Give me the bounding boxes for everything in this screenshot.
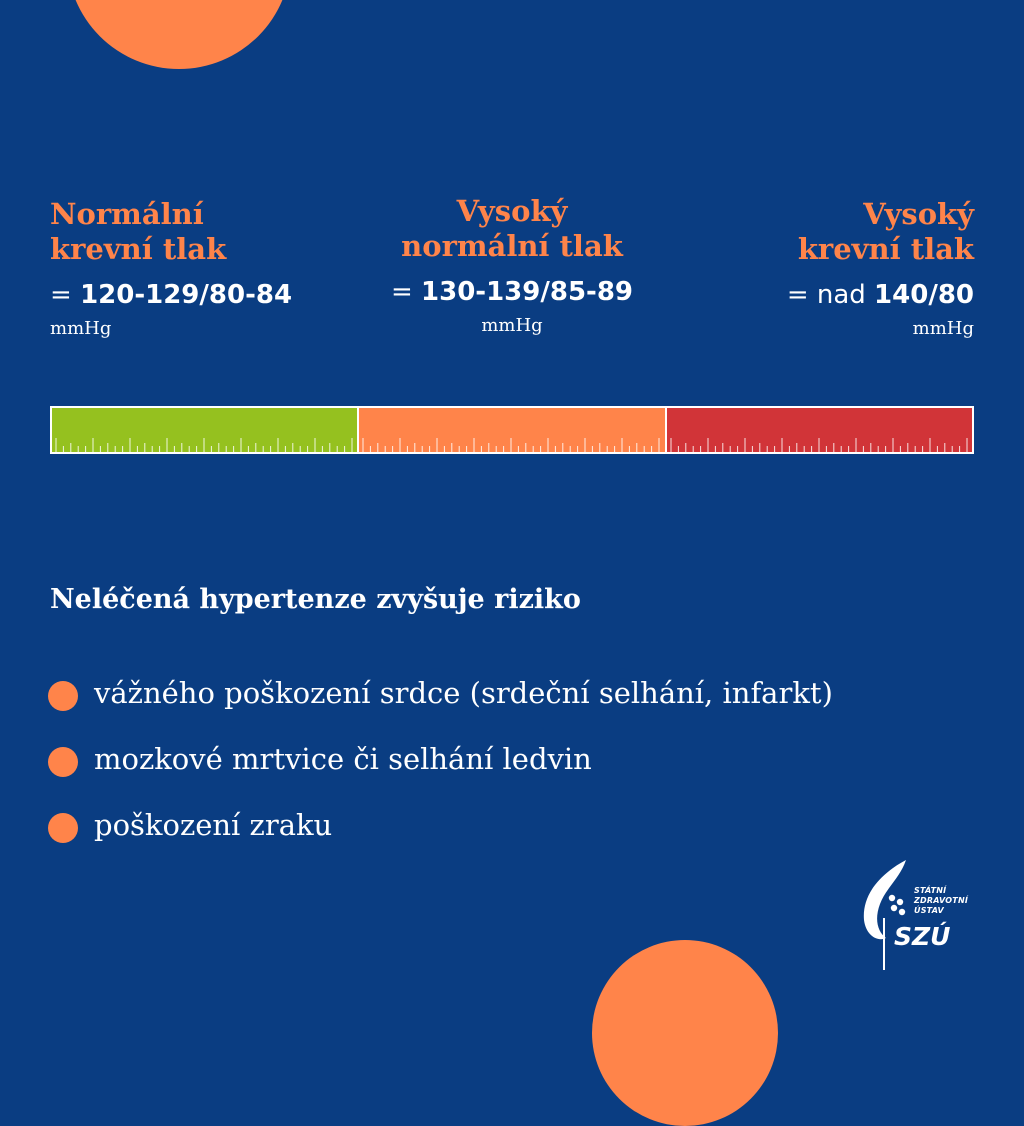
category-title-line: Normální — [50, 197, 204, 231]
logo-subtitle-line: ZDRAVOTNÍ — [914, 896, 969, 905]
risk-heading: Neléčená hypertenze zvyšuje riziko — [50, 584, 581, 615]
category-value — [358, 276, 666, 308]
category-title — [50, 197, 292, 267]
scale-ticks — [359, 436, 664, 452]
category-title-line: normální tlak — [401, 229, 623, 263]
szu-logo — [856, 858, 969, 974]
category-title-line: Vysoký — [863, 197, 974, 231]
category-title — [358, 194, 666, 264]
category-unit: mmHg — [481, 315, 543, 336]
scale-segment-normal — [52, 408, 357, 452]
list-item-text: poškození zraku — [94, 808, 333, 842]
bullet-dot-icon — [48, 747, 78, 777]
scale-ticks — [667, 436, 972, 452]
list-item-text: mozkové mrtvice či selhání ledvin — [94, 742, 592, 776]
value-range: 140/80 — [874, 280, 974, 310]
risk-list — [48, 660, 833, 858]
value-prefix: = — [50, 280, 81, 310]
bullet-dot-icon — [48, 813, 78, 843]
value-prefix: = — [390, 277, 422, 307]
list-item-text: vážného poškození srdce (srdeční selhání, infarkt) — [94, 676, 833, 710]
decorative-circle-bottom — [592, 940, 778, 1126]
scale-segment-high — [665, 408, 972, 452]
logo-subtitle-line: STÁTNÍ — [914, 886, 947, 895]
category-normal — [50, 197, 292, 341]
category-unit: mmHg — [912, 318, 974, 339]
category-value — [50, 279, 292, 311]
value-range: 130-139/85-89 — [421, 277, 634, 307]
category-title-line: krevní tlak — [50, 232, 227, 266]
category-title-line: Vysoký — [456, 194, 568, 228]
category-unit: mmHg — [50, 318, 112, 339]
blood-pressure-scale — [50, 406, 974, 454]
list-item — [48, 792, 833, 858]
category-value — [787, 279, 974, 311]
scale-ticks — [52, 436, 357, 452]
list-item — [48, 660, 833, 726]
value-prefix: = nad — [786, 280, 875, 310]
category-high-normal — [358, 194, 666, 338]
szu-flame-logo-icon — [856, 858, 916, 974]
logo-abbreviation: SZÚ — [894, 922, 951, 951]
decorative-circle-top — [67, 0, 291, 69]
category-high — [787, 197, 974, 341]
category-title-line: krevní tlak — [797, 232, 974, 266]
value-range: 120-129/80-84 — [80, 280, 293, 310]
list-item — [48, 726, 833, 792]
logo-subtitle-line: ÚSTAV — [914, 906, 944, 915]
scale-segment-high-normal — [357, 408, 664, 452]
category-title — [787, 197, 974, 267]
bullet-dot-icon — [48, 681, 78, 711]
